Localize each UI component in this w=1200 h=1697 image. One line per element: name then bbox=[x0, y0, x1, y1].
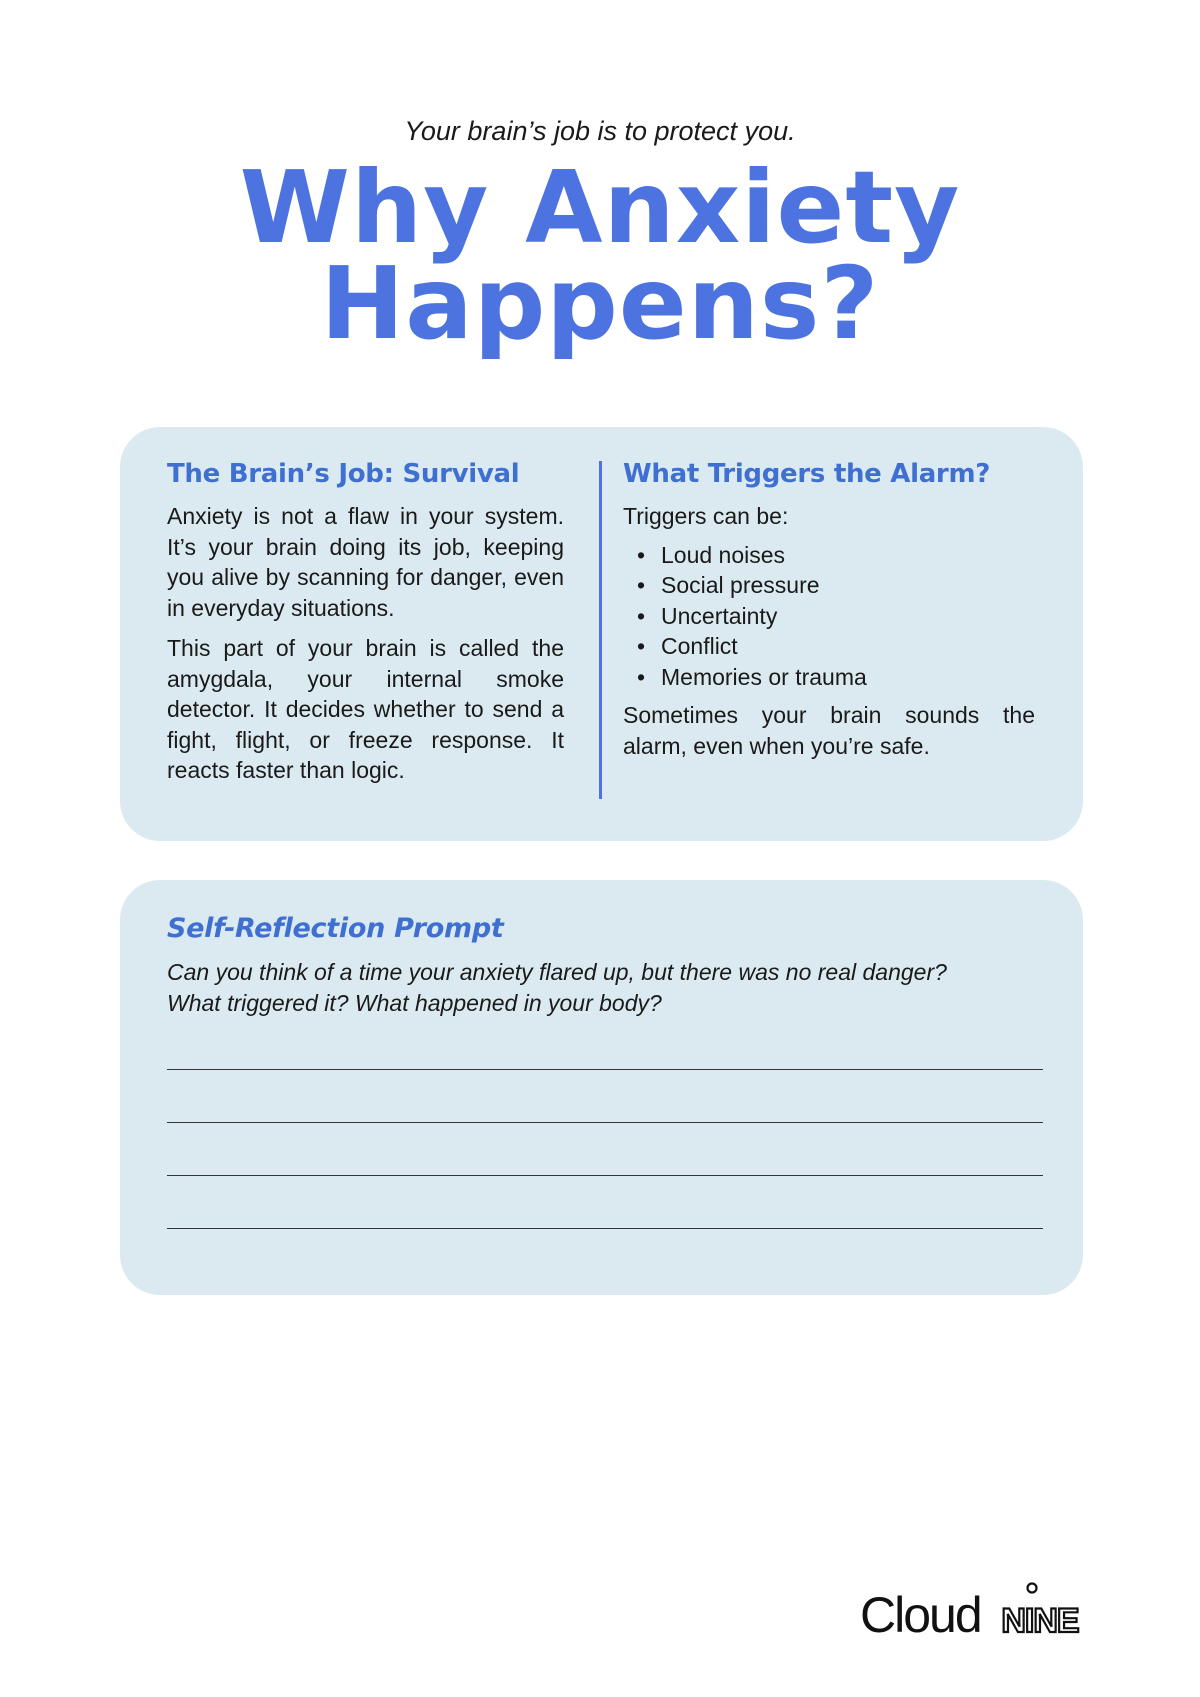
page-title bbox=[0, 149, 1200, 362]
triggers-closing: Sometimes your brain sounds the alarm, even when you’re safe. bbox=[623, 702, 1035, 759]
triggers-section bbox=[623, 459, 1035, 771]
page-title-line-1: Why Anxiety bbox=[239, 149, 961, 266]
reflection-prompt-line-2: What triggered it? What happened in your body? bbox=[167, 989, 662, 1016]
bullet-icon: • bbox=[637, 541, 646, 568]
list-item bbox=[637, 631, 1035, 662]
answer-line-2[interactable] bbox=[167, 1122, 1043, 1123]
brain-paragraph-2: This part of your brain is called the amygdala, your internal smoke detector. It decides whether to send a fight, flight, or freeze response. It reacts faster than logic. bbox=[167, 635, 564, 783]
bullet-icon: • bbox=[637, 663, 646, 690]
logo-nine-mark bbox=[990, 1582, 1090, 1642]
answer-line-3[interactable] bbox=[167, 1175, 1043, 1176]
triggers-section-heading: What Triggers the Alarm? bbox=[623, 459, 991, 489]
brain-section bbox=[167, 459, 564, 796]
list-item bbox=[637, 570, 1035, 601]
trigger-label: Uncertainty bbox=[661, 602, 778, 629]
column-divider bbox=[599, 461, 602, 799]
triggers-intro: Triggers can be: bbox=[623, 503, 789, 529]
brain-paragraph-1: Anxiety is not a flaw in your system. It’s your brain doing its job, keeping you alive by scanning for danger, even in everyday situations. bbox=[167, 503, 564, 621]
list-item bbox=[637, 540, 1035, 571]
logo-text-nine: NINE bbox=[1001, 1602, 1079, 1640]
reflection-card bbox=[120, 880, 1083, 1295]
brain-section-heading: The Brain’s Job: Survival bbox=[167, 459, 520, 489]
answer-line-4[interactable] bbox=[167, 1228, 1043, 1229]
bullet-icon: • bbox=[637, 572, 646, 598]
trigger-label: Conflict bbox=[661, 633, 738, 659]
triggers-list bbox=[623, 540, 1035, 693]
answer-line-1[interactable] bbox=[167, 1069, 1043, 1070]
logo-text-cloud: Cloud bbox=[860, 1587, 981, 1643]
bullet-icon: • bbox=[637, 602, 646, 629]
list-item bbox=[637, 601, 1035, 632]
page-title-line-2: Happens? bbox=[320, 245, 880, 362]
trigger-label: Memories or trauma bbox=[661, 663, 867, 690]
tagline: Your brain’s job is to protect you. bbox=[404, 116, 796, 146]
reflection-heading: Self-Reflection Prompt bbox=[167, 913, 504, 944]
reflection-prompt-line-1: Can you think of a time your anxiety flared up, but there was no real danger? bbox=[167, 959, 947, 985]
bullet-icon: • bbox=[637, 633, 646, 659]
trigger-label: Social pressure bbox=[661, 572, 820, 598]
trigger-label: Loud noises bbox=[661, 541, 786, 568]
info-card bbox=[120, 427, 1083, 841]
list-item bbox=[637, 662, 1035, 693]
cloudnine-logo bbox=[860, 1582, 1090, 1642]
reflection-prompt bbox=[167, 957, 1047, 1018]
